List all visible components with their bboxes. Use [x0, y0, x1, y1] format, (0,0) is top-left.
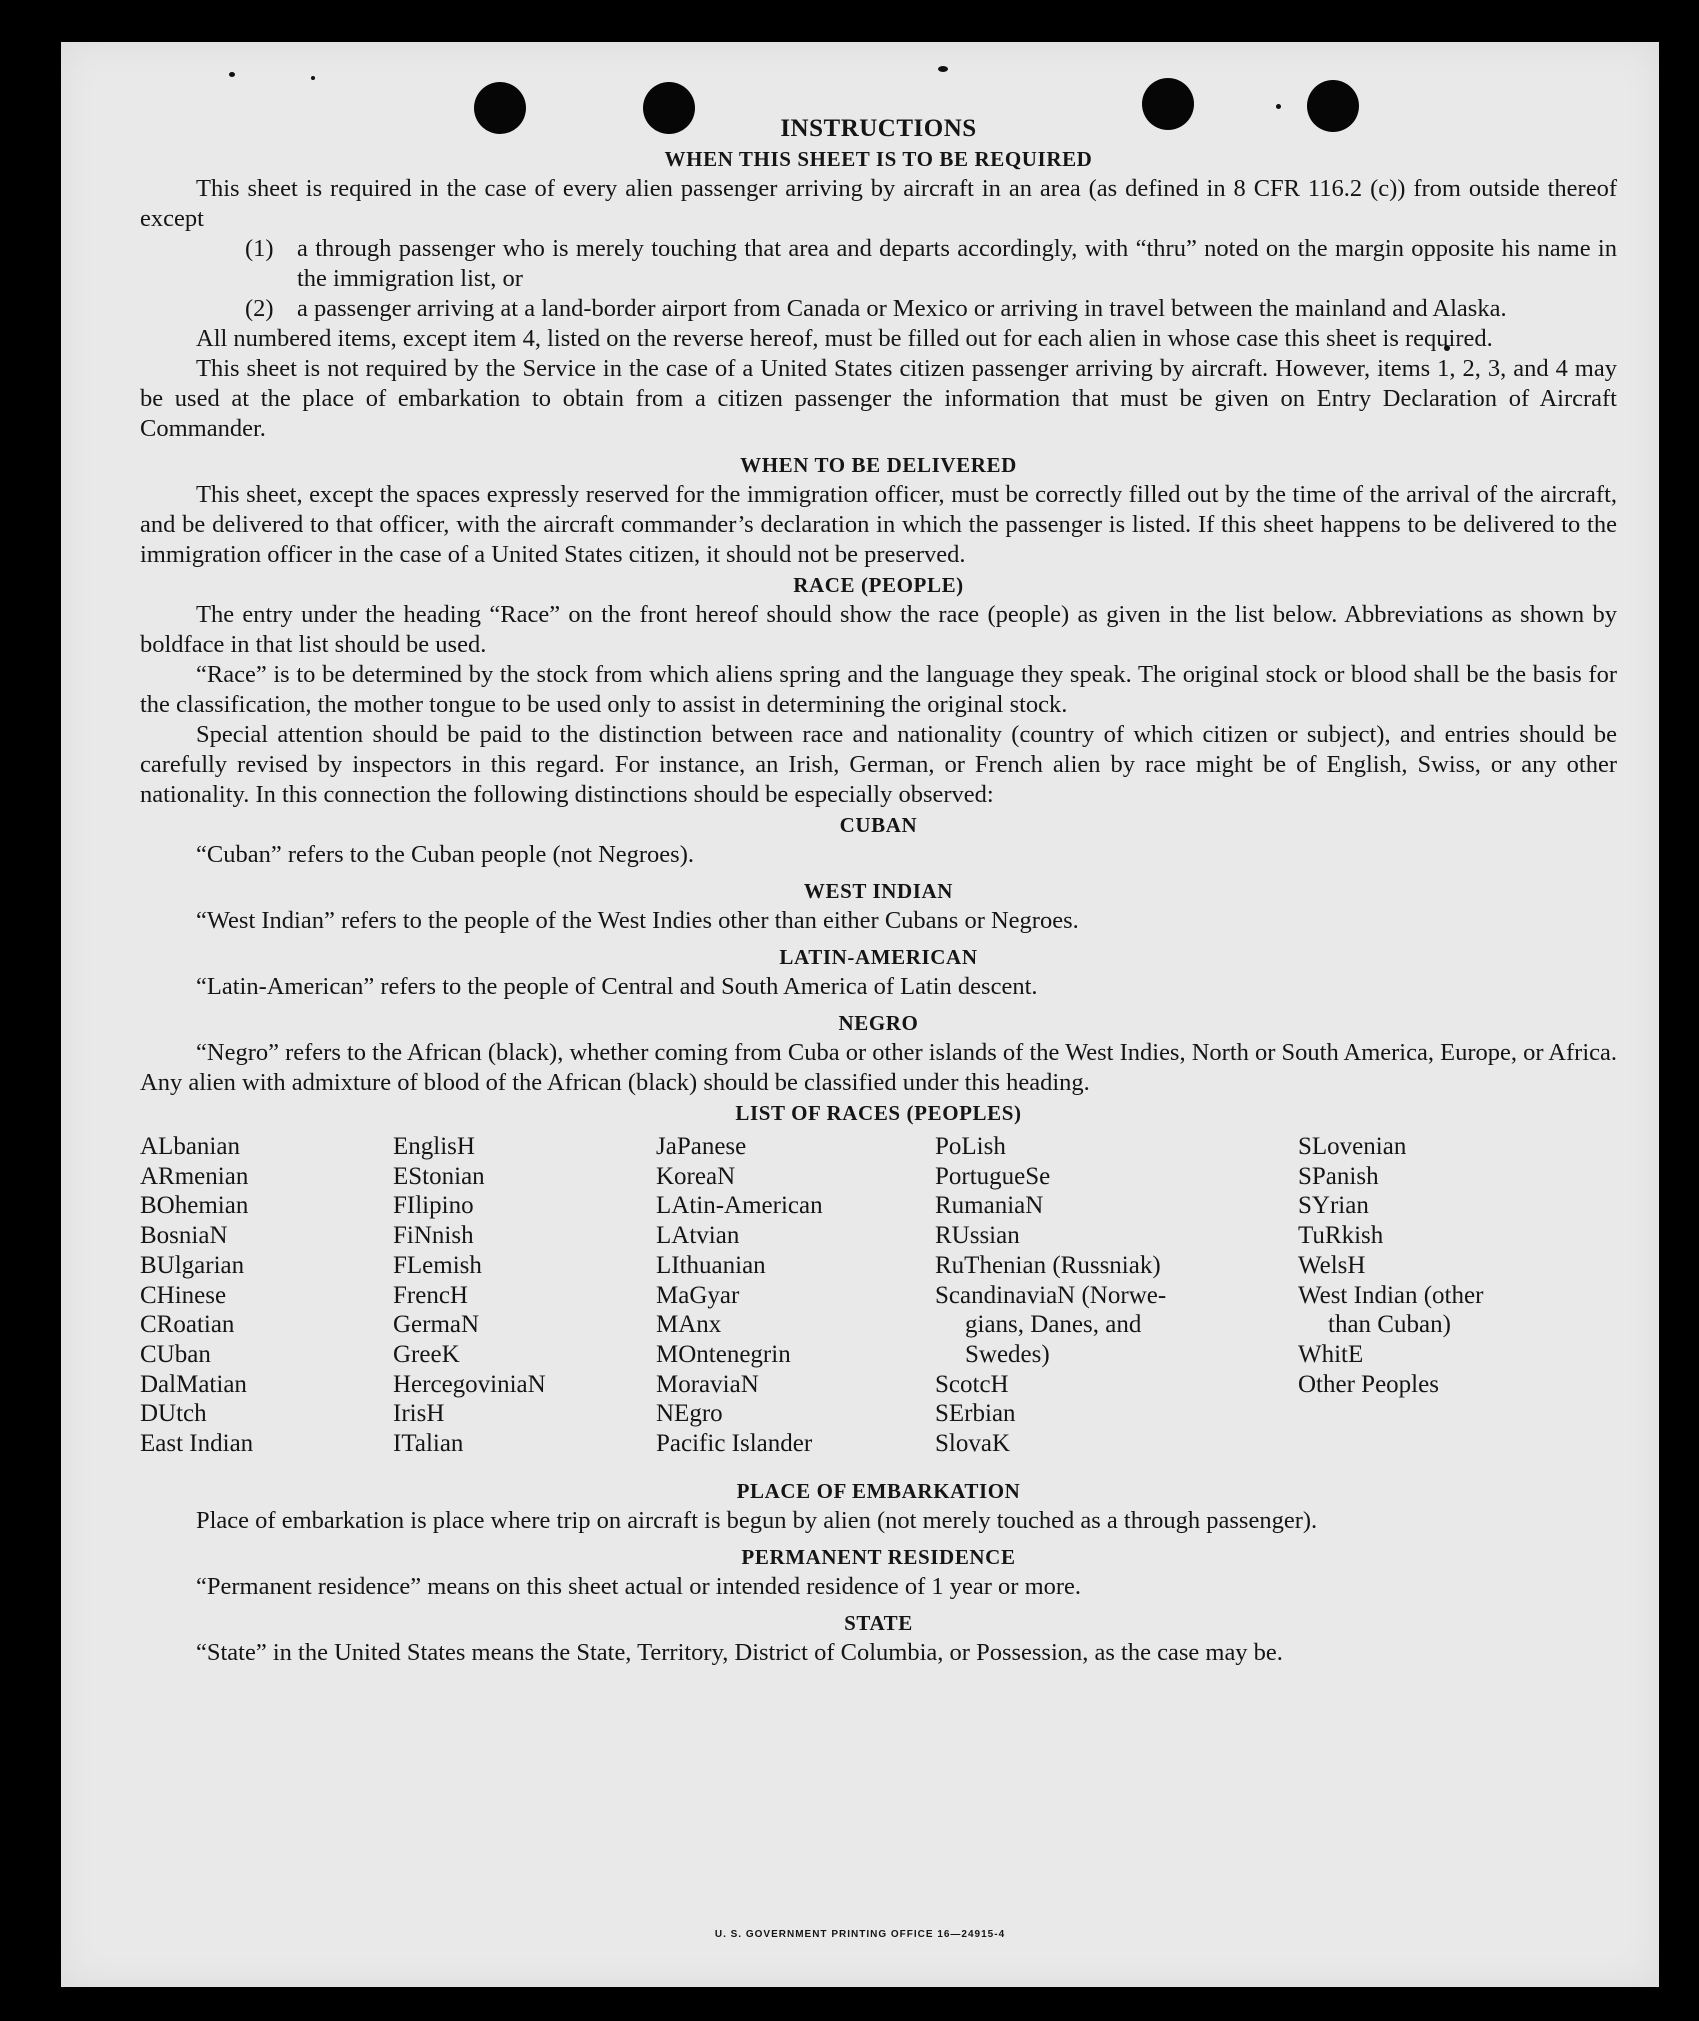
paragraph: All numbered items, except item 4, listed on the reverse hereof, must be filled out for each alien in whose case this sheet is required.: [196, 325, 1493, 352]
item-text: a through passenger who is merely touching that area and departs accordingly, with “thru” noted on the margin opposite his name in the immigration list, or: [297, 235, 1617, 292]
heading-latin-american: LATIN-AMERICAN: [779, 945, 978, 969]
race-item: WelsH: [1298, 1251, 1366, 1279]
race-item-continued: gians, Danes, and: [965, 1311, 1142, 1339]
race-item: SLovenian: [1298, 1133, 1407, 1160]
heading-negro: NEGRO: [838, 1011, 919, 1035]
race-list: [140, 1132, 1617, 1476]
race-item: MaGyar: [656, 1281, 740, 1309]
race-item: ScandinaviaN (Norwe-: [935, 1281, 1167, 1309]
race-item: FLemish: [393, 1251, 482, 1279]
race-item: Other Peoples: [1298, 1370, 1439, 1398]
race-item: CUban: [140, 1340, 211, 1368]
heading-place-of-embarkation: PLACE OF EMBARKATION: [736, 1479, 1021, 1503]
race-item: PortugueSe: [935, 1162, 1051, 1190]
race-item: RumaniaN: [935, 1192, 1044, 1220]
race-item: MOntenegrin: [656, 1340, 791, 1368]
race-item: SErbian: [935, 1400, 1016, 1428]
paragraph: The entry under the heading “Race” on the front hereof should show the race (people) as given in the list below. Abbreviations as shown by boldface in that list should be used.: [140, 601, 1617, 658]
heading-cuban: CUBAN: [839, 813, 918, 837]
item-number: (1): [245, 235, 274, 262]
paragraph: “West Indian” refers to the people of the West Indies other than either Cubans or Negroes.: [196, 907, 1079, 934]
heading-permanent-residence: PERMANENT RESIDENCE: [741, 1545, 1016, 1569]
race-item: HercegoviniaN: [393, 1370, 546, 1398]
paragraph: “Race” is to be determined by the stock from which aliens spring and the language they speak. The original stock or blood shall be the basis for the classification, the mother tongue to be used only to assist in determining the original stock.: [140, 661, 1617, 718]
race-item: LIthuanian: [656, 1251, 766, 1279]
race-column-5: [1298, 1132, 1483, 1399]
paragraph: “Permanent residence” means on this sheet actual or intended residence of 1 year or more.: [196, 1573, 1082, 1600]
race-item: BUlgarian: [140, 1251, 245, 1279]
race-item: GreeK: [393, 1340, 460, 1368]
heading-state: STATE: [844, 1611, 913, 1635]
race-item: CRoatian: [140, 1311, 235, 1339]
race-item: IrisH: [393, 1400, 445, 1428]
race-item: KoreaN: [656, 1162, 736, 1190]
race-item: BosniaN: [140, 1222, 228, 1250]
race-item: Pacific Islander: [656, 1430, 813, 1458]
race-item: LAtin-American: [656, 1192, 823, 1220]
race-item: NEgro: [656, 1400, 723, 1428]
race-item: RuThenian (Russniak): [935, 1251, 1161, 1279]
race-item-continued: than Cuban): [1328, 1311, 1451, 1339]
heading-west-indian: WEST INDIAN: [803, 879, 954, 903]
paragraph: This sheet is required in the case of every alien passenger arriving by aircraft in an area (as defined in 8 CFR 116.2 (c)) from outside thereof except: [140, 175, 1617, 232]
instructions-content: [140, 114, 1617, 1668]
race-column-3: [656, 1132, 823, 1459]
paragraph: Place of embarkation is place where trip on aircraft is begun by alien (not merely touched as a through passenger).: [196, 1507, 1318, 1534]
race-item: EnglisH: [393, 1133, 475, 1160]
race-item: GermaN: [393, 1311, 480, 1339]
race-item: MAnx: [656, 1311, 722, 1339]
speck: [229, 72, 235, 77]
exception-item-2: [140, 294, 1617, 324]
race-item: DUtch: [140, 1400, 207, 1428]
race-item: ARmenian: [140, 1162, 249, 1190]
race-item: ScotcH: [935, 1370, 1009, 1398]
speck: [938, 66, 948, 72]
race-item: ITalian: [393, 1430, 464, 1458]
exception-item-1: [140, 234, 1617, 294]
paragraph: Special attention should be paid to the distinction between race and nationality (country of which citizen or subject), and entries should be carefully revised by inspectors in this regard. For instance, an Irish, German, or French alien by race might be of English, Swiss, or any other nationality. In this connection the following distinctions should be especially observed:: [140, 721, 1617, 808]
item-text: a passenger arriving at a land-border airport from Canada or Mexico or arriving in travel between the mainland and Alaska.: [297, 295, 1507, 322]
race-item: SYrian: [1298, 1192, 1369, 1220]
paragraph: “Cuban” refers to the Cuban people (not Negroes).: [196, 841, 694, 868]
race-item: BOhemian: [140, 1192, 249, 1220]
speck: [311, 76, 315, 80]
item-number: (2): [245, 295, 274, 322]
heading-when-required: WHEN THIS SHEET IS TO BE REQUIRED: [664, 147, 1093, 171]
race-item: RUssian: [935, 1222, 1020, 1250]
race-item: MoraviaN: [656, 1370, 759, 1398]
heading-list-of-races: LIST OF RACES (PEOPLES): [735, 1101, 1022, 1125]
race-item: FIlipino: [393, 1192, 474, 1220]
race-item: CHinese: [140, 1281, 227, 1309]
paragraph: “State” in the United States means the State, Territory, District of Columbia, or Possession, as the case may be.: [196, 1639, 1283, 1666]
race-item: DalMatian: [140, 1370, 247, 1398]
race-item: East Indian: [140, 1430, 254, 1458]
race-item: JaPanese: [656, 1133, 747, 1160]
race-item: WhitE: [1298, 1340, 1364, 1368]
speck: [1276, 104, 1281, 109]
race-item: TuRkish: [1298, 1222, 1384, 1250]
race-item: SPanish: [1298, 1162, 1379, 1190]
paragraph: “Negro” refers to the African (black), whether coming from Cuba or other islands of the West Indies, North or South America, Europe, or Africa. Any alien with admixture of blood of the African (black) should be classified under this heading.: [140, 1039, 1617, 1096]
race-item: SlovaK: [935, 1430, 1010, 1458]
document-sheet: [61, 42, 1659, 1987]
race-item-continued: Swedes): [965, 1340, 1050, 1368]
race-item: EStonian: [393, 1162, 485, 1190]
race-item: LAtvian: [656, 1222, 740, 1250]
paragraph: This sheet is not required by the Service in the case of a United States citizen passenger arriving by aircraft. However, items 1, 2, 3, and 4 may be used at the place of embarkation to obtain from a citizen passenger the information that must be given on Entry Declaration of Aircraft Commander.: [140, 355, 1617, 442]
race-column-1: [140, 1132, 253, 1459]
race-item: PoLish: [935, 1133, 1006, 1160]
page-title: INSTRUCTIONS: [780, 115, 977, 142]
race-column-4: [935, 1132, 1166, 1459]
paragraph: “Latin-American” refers to the people of Central and South America of Latin descent.: [196, 973, 1038, 1000]
race-item: ALbanian: [140, 1133, 240, 1160]
race-item: FiNnish: [393, 1222, 474, 1250]
race-item: West Indian (other: [1298, 1281, 1484, 1309]
race-item: FrencH: [393, 1281, 468, 1309]
race-column-2: [393, 1132, 546, 1459]
heading-race: RACE (PEOPLE): [793, 573, 964, 597]
heading-when-delivered: WHEN TO BE DELIVERED: [740, 453, 1017, 477]
paragraph: This sheet, except the spaces expressly reserved for the immigration officer, must be correctly filled out by the time of the arrival of the aircraft, and be delivered to that officer, with the aircraft commander’s declaration in which the passenger is listed. If this sheet happens to be delivered to the immigration officer in the case of a United States citizen, it should not be preserved.: [140, 481, 1617, 568]
printer-imprint: U. S. GOVERNMENT PRINTING OFFICE 16—24915-4: [714, 1929, 1006, 1940]
